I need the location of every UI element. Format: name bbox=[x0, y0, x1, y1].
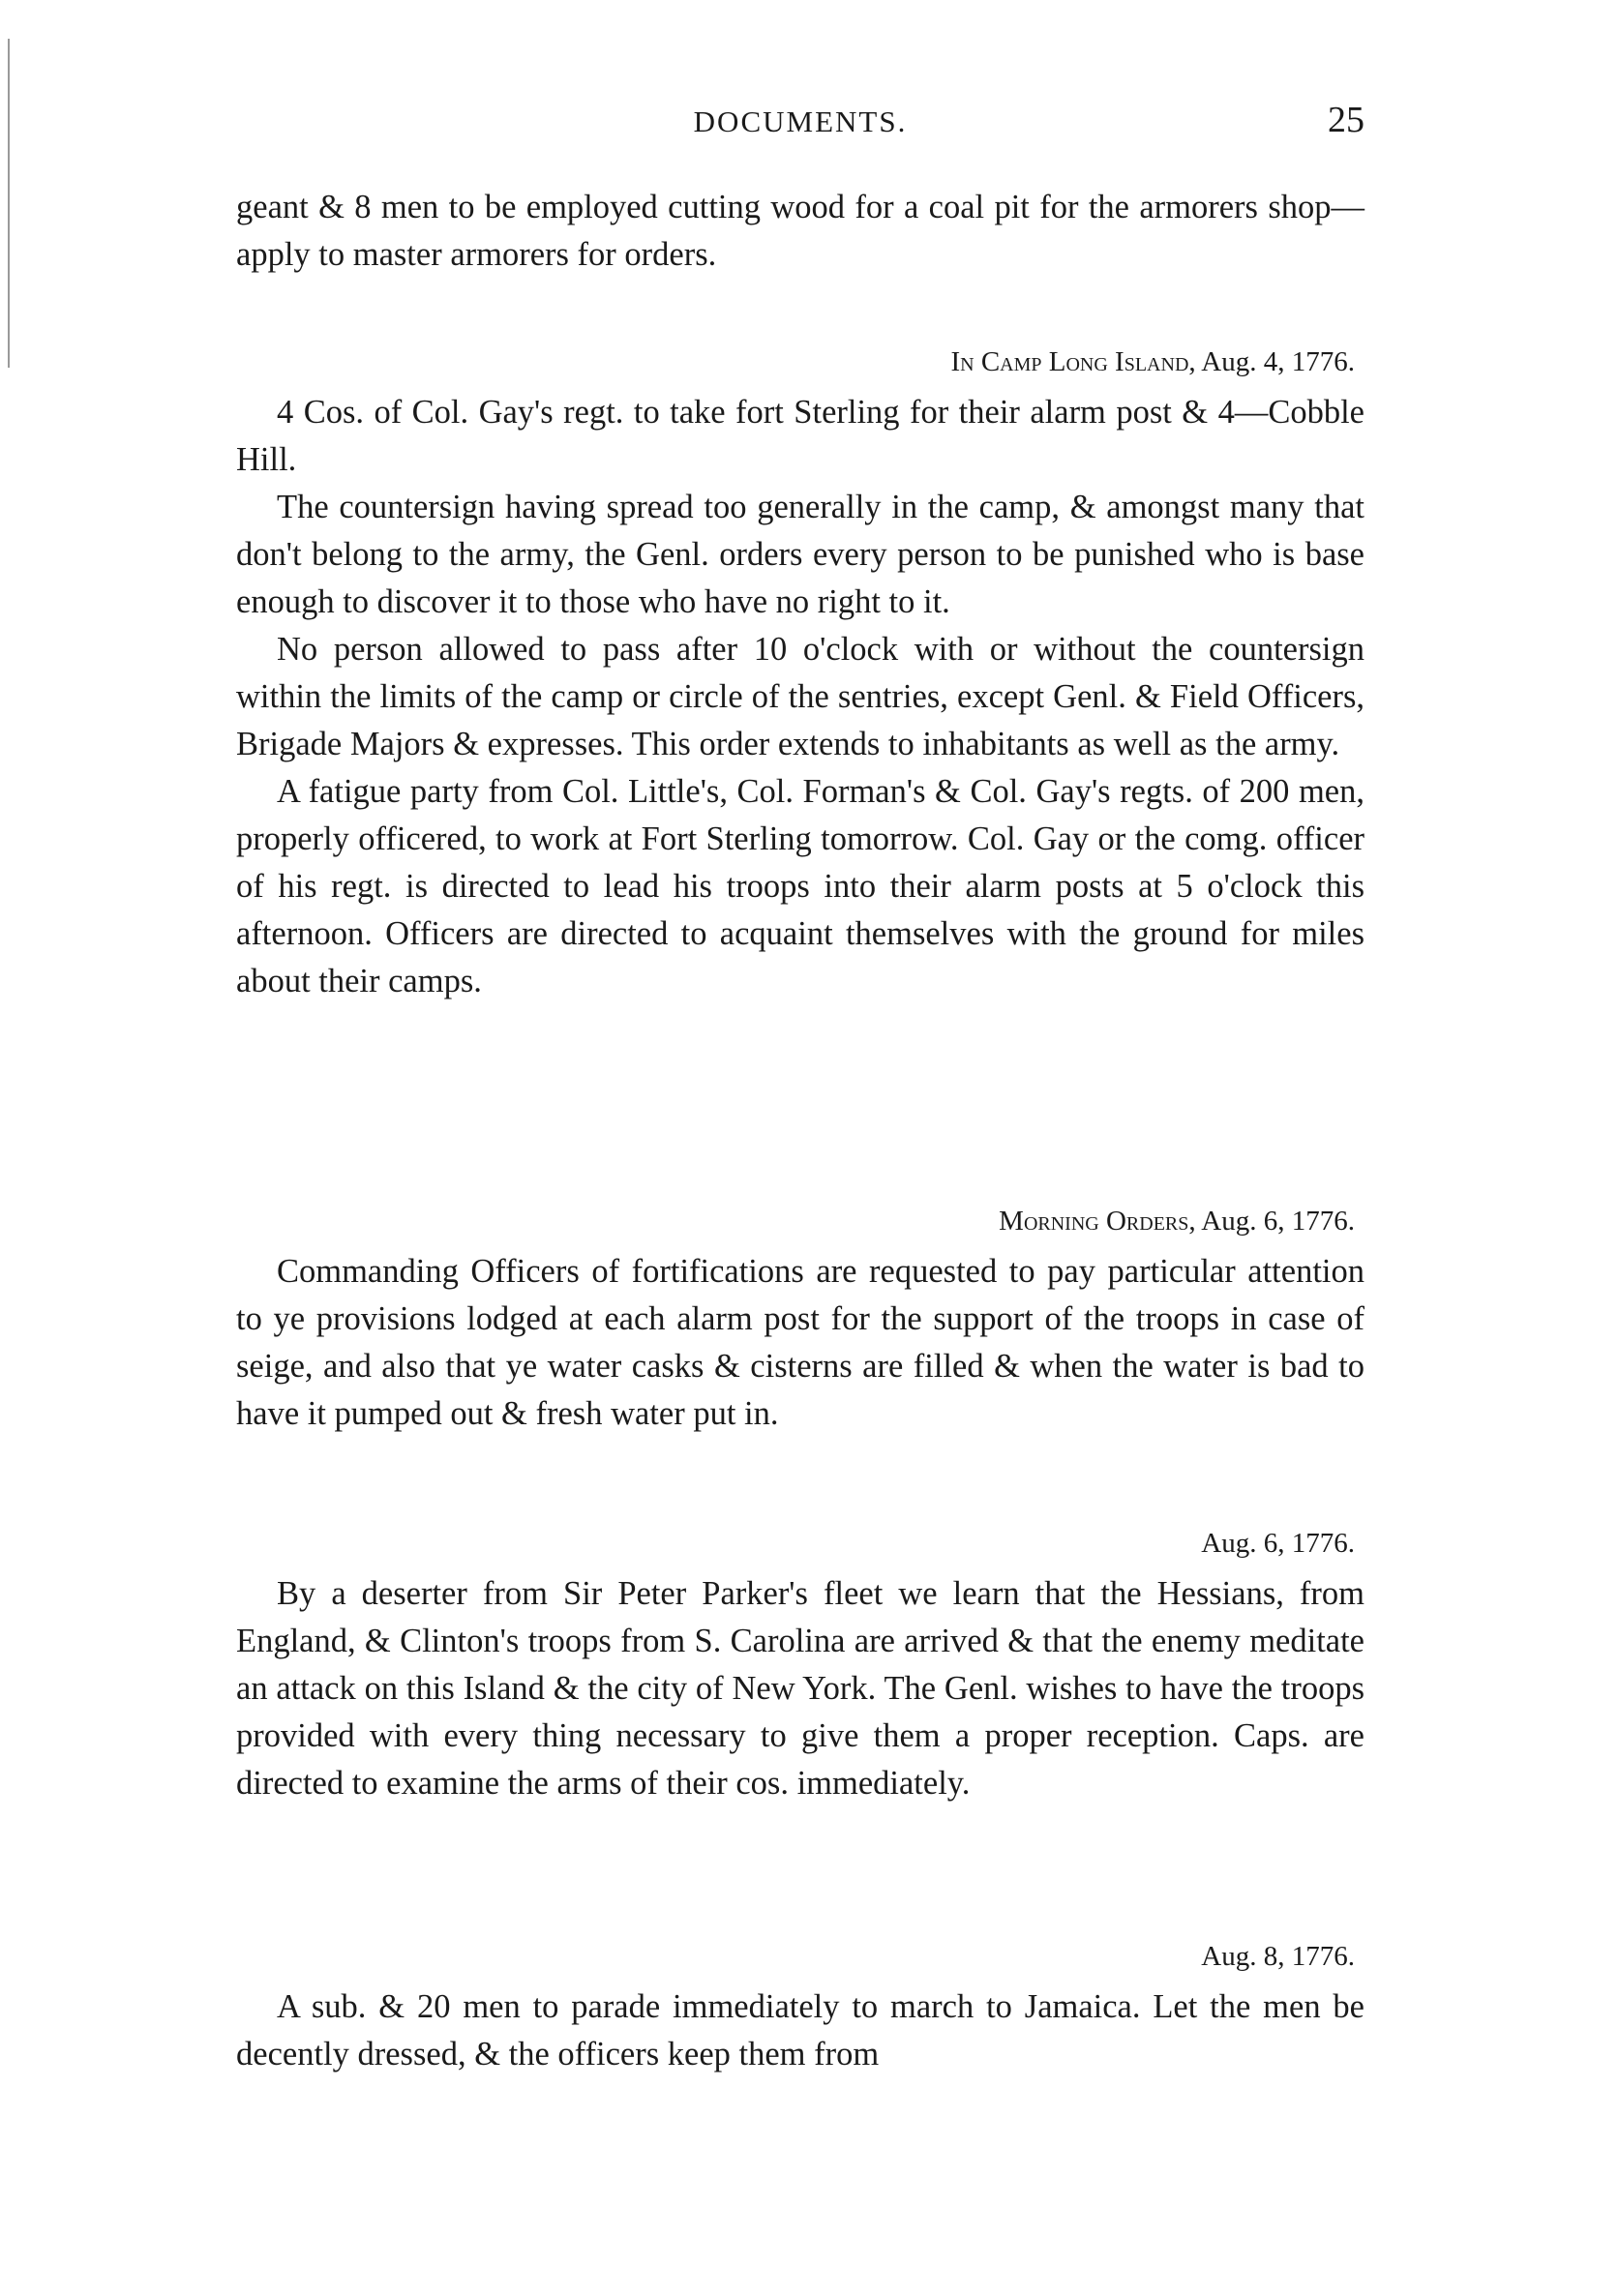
section-continuation bbox=[236, 184, 1364, 279]
dateline: Aug. 6, 1776. bbox=[1201, 1528, 1355, 1559]
paragraph: A fatigue party from Col. Little's, Col. Forman's & Col. Gay's regts. of 200 men, properly officered, to work at Fort Sterling tomorrow. Col. Gay or the comg. officer of his regt. is directed to lead his troops into their alarm posts at 5 o'clock this afternoon. Officers are directed to acquaint themselves with the ground for miles about their camps. bbox=[236, 773, 1364, 999]
paragraph: Commanding Officers of fortifications are requested to pay particular attention to ye provisions lodged at each alarm post for the support of the troops in case of seige, and also that ye water casks & cisterns are filled & when the water is bad to have it pumped out & fresh water put in. bbox=[236, 1253, 1364, 1432]
paragraph: geant & 8 men to be employed cutting wood for a coal pit for the armorers shop—apply to master armorers for orders. bbox=[236, 189, 1364, 273]
paragraph: The countersign having spread too generally in the camp, & amongst many that don't belong to the army, the Genl. orders every person to be punished who is base enough to discover it to those who have no right to it. bbox=[236, 489, 1364, 620]
dateline-date: Aug. 4, 1776. bbox=[1201, 346, 1355, 377]
dateline-place: In Camp Long Island, bbox=[950, 346, 1196, 377]
section-aug-4 bbox=[236, 341, 1364, 1005]
dateline bbox=[236, 341, 1355, 383]
page-number: 25 bbox=[1328, 100, 1364, 140]
binding-edge bbox=[8, 39, 10, 368]
section-aug-6 bbox=[236, 1522, 1364, 1807]
running-title: DOCUMENTS. bbox=[693, 104, 908, 138]
running-head bbox=[236, 99, 1364, 141]
paragraph: By a deserter from Sir Peter Parker's fleet we learn that the Hessians, from England, & Clinton's troops from S. Carolina are arrived & that the enemy meditate an attack on this Island & the city of New York. The Genl. wishes to have the troops provided with every thing necessary to give them a proper reception. Caps. are directed to examine the arms of their cos. immediately. bbox=[236, 1575, 1364, 1802]
dateline-place: Morning Orders, bbox=[999, 1206, 1196, 1237]
paragraph: 4 Cos. of Col. Gay's regt. to take fort Sterling for their alarm post & 4—Cobble Hill. bbox=[236, 394, 1364, 478]
section-morning-orders bbox=[236, 1200, 1364, 1438]
paragraph: A sub. & 20 men to parade immediately to march to Jamaica. Let the men be decently dressed, & the officers keep them from bbox=[236, 1988, 1364, 2072]
dateline bbox=[236, 1200, 1355, 1242]
dateline: Aug. 8, 1776. bbox=[1201, 1941, 1355, 1972]
section-aug-8 bbox=[236, 1935, 1364, 2078]
paragraph: No person allowed to pass after 10 o'clock with or without the countersign within the limits of the camp or circle of the sentries, except Genl. & Field Officers, Brigade Majors & expresses. This order extends to inhabitants as well as the army. bbox=[236, 631, 1364, 762]
dateline-date: Aug. 6, 1776. bbox=[1201, 1206, 1355, 1237]
